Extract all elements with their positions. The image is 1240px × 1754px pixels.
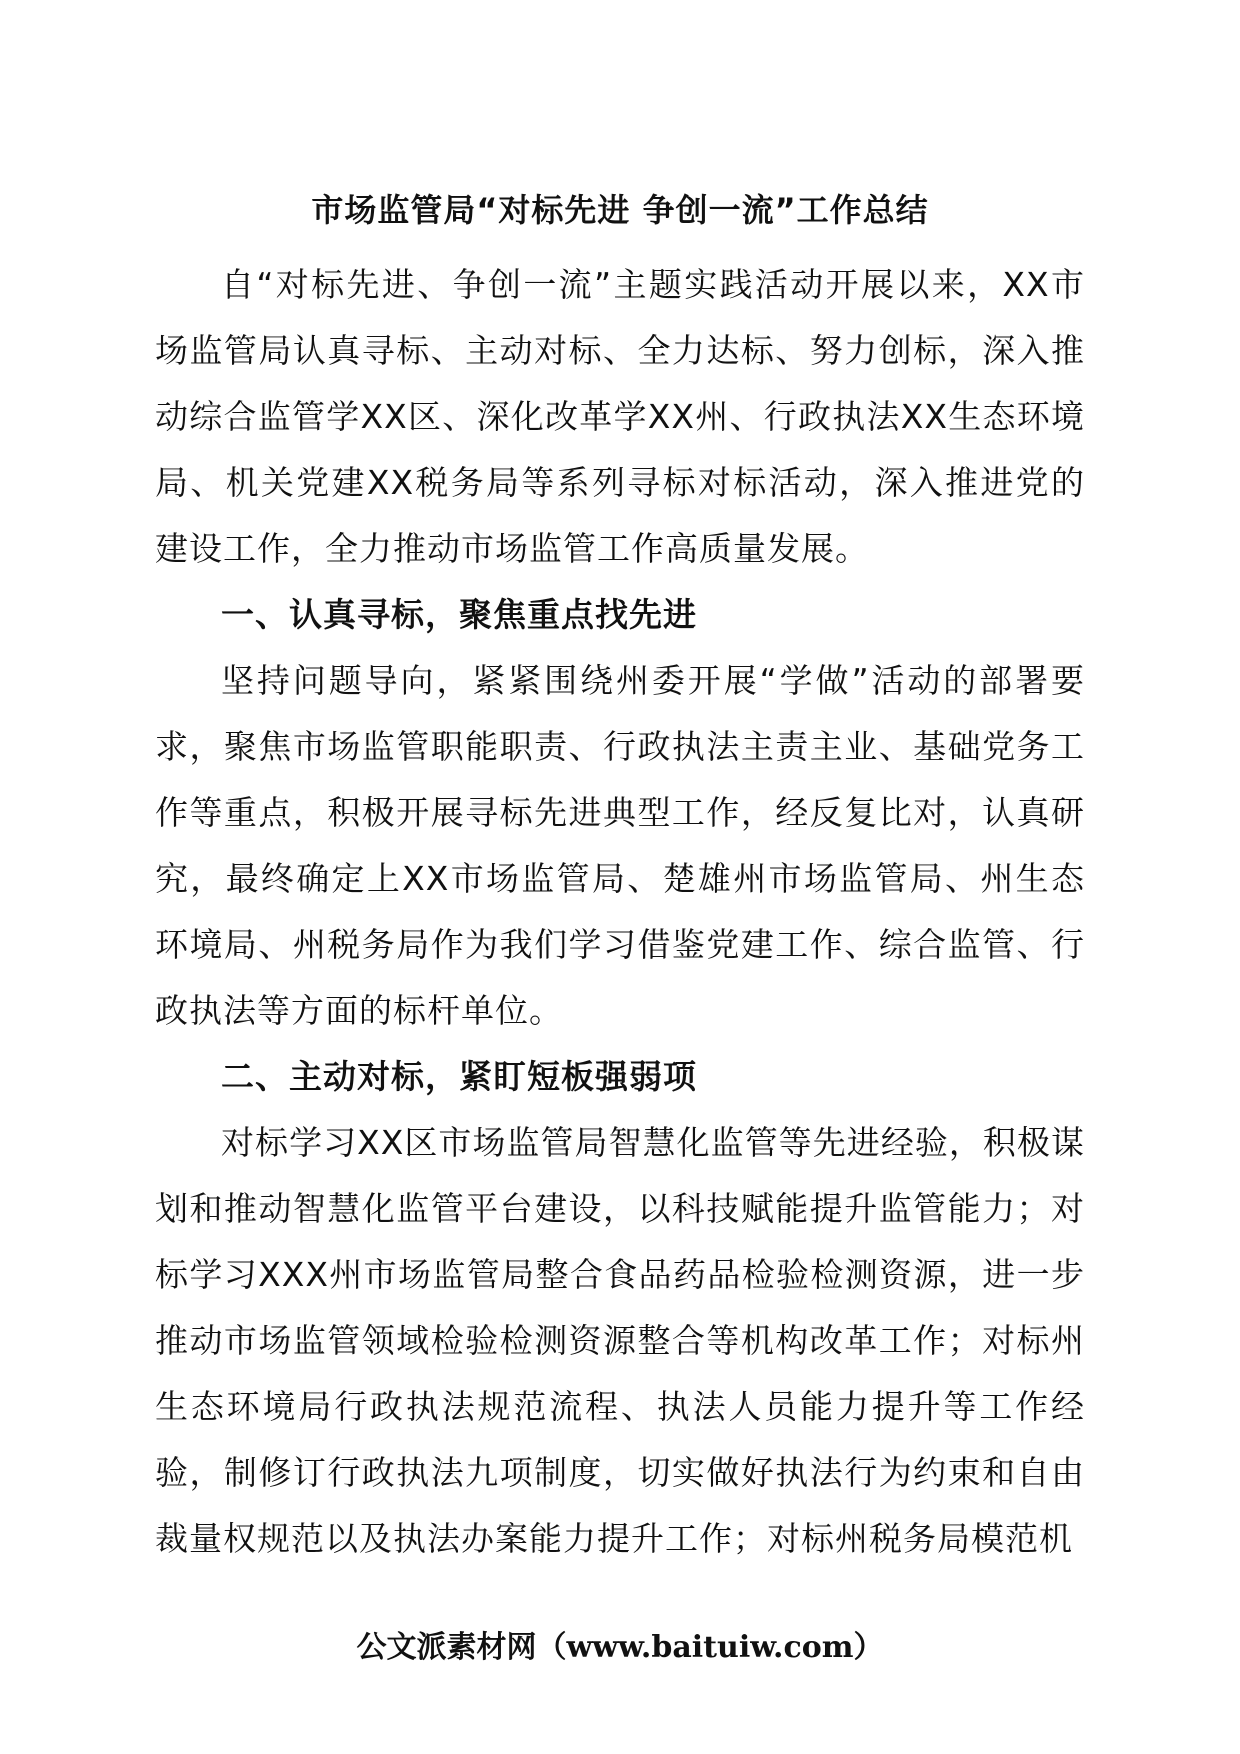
- section-2-body: 对标学习XX区市场监管局智慧化监管等先进经验，积极谋划和推动智慧化监管平台建设，以科技赋能提升监管能力；对标学习XXX州市场监管局整合食品药品检验检测资源，进一步推动市场监管领域检验检测资源整合等机构改革工作；对标州生态环境局行政执法规范流程、执法人员能力提升等工作经验，制修订行政执法九项制度，切实做好执法行为约束和自由裁量权规范以及执法办案能力提升工作；对标州税务局模范机: [155, 1123, 1085, 1558]
- section-1-heading: 一、认真寻标，聚焦重点找先进: [221, 595, 697, 634]
- document-title: 市场监管局“对标先进 争创一流”工作总结: [311, 191, 929, 229]
- section-2-heading: 二、主动对标，紧盯短板强弱项: [221, 1057, 697, 1096]
- footer-watermark-text: 公文派素材网（www.baituiw.com）: [356, 1630, 884, 1665]
- section-1-body: 坚持问题导向，紧紧围绕州委开展“学做”活动的部署要求，聚焦市场监管职能职责、行政执法主责主业、基础党务工作等重点，积极开展寻标先进典型工作，经反复比对，认真研究，最终确定上XX市场监管局、楚雄州市场监管局、州生态环境局、州税务局作为我们学习借鉴党建工作、综合监管、行政执法等方面的标杆单位。: [155, 661, 1085, 1030]
- intro-paragraph: 自“对标先进、争创一流”主题实践活动开展以来，XX市场监管局认真寻标、主动对标、全力达标、努力创标，深入推动综合监管学XX区、深化改革学XX州、行政执法XX生态环境局、机关党建XX税务局等系列寻标对标活动，深入推进党的建设工作，全力推动市场监管工作高质量发展。: [155, 265, 1085, 568]
- document-content: [155, 190, 1085, 1572]
